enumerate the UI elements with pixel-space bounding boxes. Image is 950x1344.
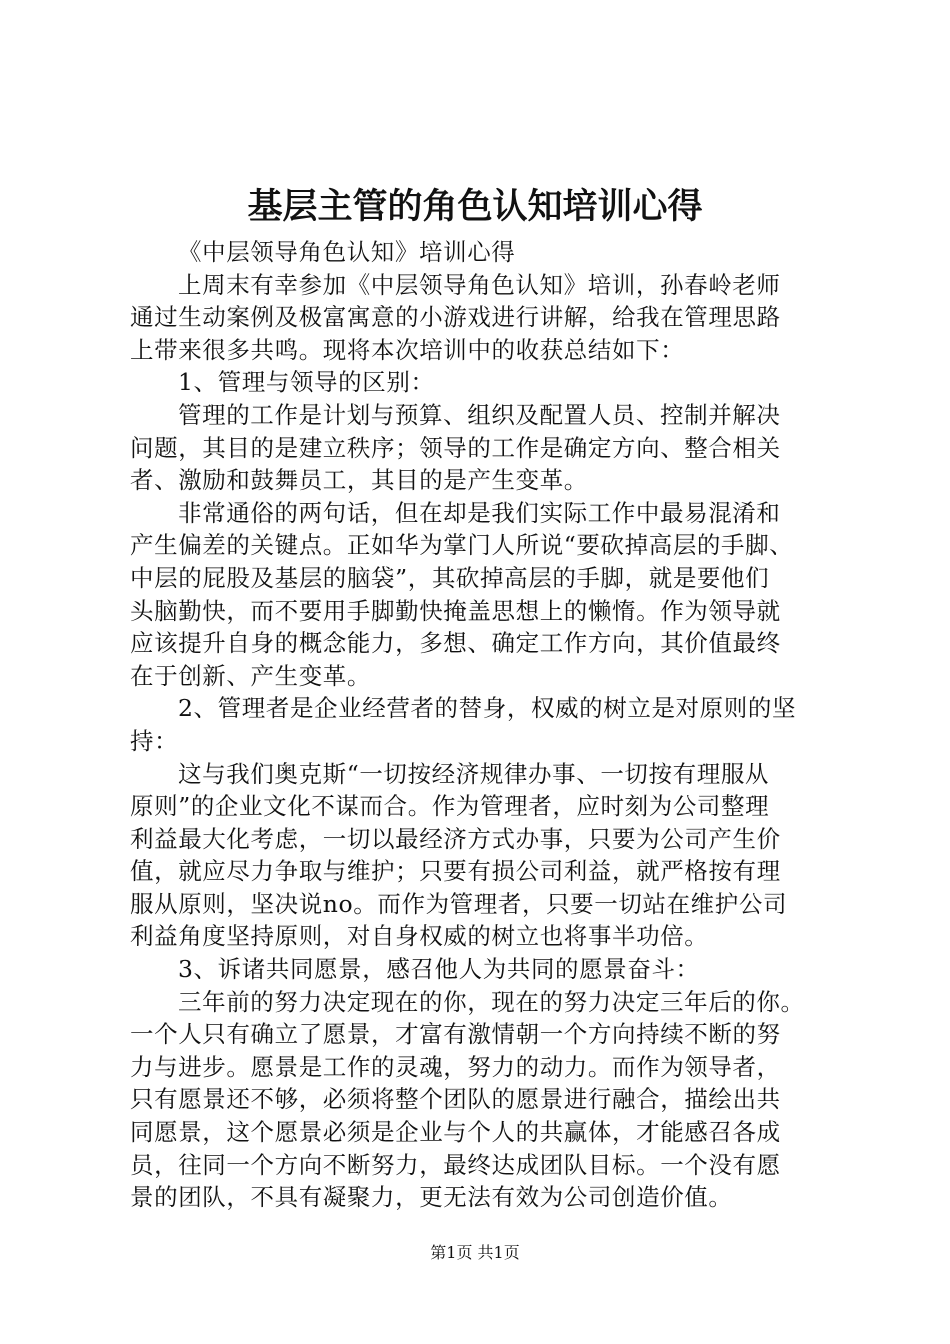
paragraph-line: 管理的工作是计划与预算、组织及配置人员、控制并解决 bbox=[178, 400, 781, 429]
paragraph-line: 上周末有幸参加《中层领导角色认知》培训，孙春岭老师 bbox=[178, 270, 781, 299]
paragraph-line: 三年前的努力决定现在的你，现在的努力决定三年后的你。 bbox=[178, 987, 805, 1016]
paragraph-line: 产生偏差的关键点。正如华为掌门人所说“要砍掉高层的手脚、 bbox=[130, 531, 794, 560]
paragraph-line: 应该提升自身的概念能力，多想、确定工作方向，其价值最终 bbox=[130, 629, 781, 658]
page-footer: 第1页 共1页 bbox=[430, 1243, 520, 1262]
paragraph-line: 一个人只有确立了愿景，才富有激情朝一个方向持续不断的努 bbox=[130, 1020, 781, 1049]
paragraph-line: 上带来很多共鸣。现将本次培训中的收获总结如下： bbox=[130, 335, 685, 364]
paragraph-line: 持： bbox=[130, 726, 179, 755]
paragraph-line: 力与进步。愿景是工作的灵魂，努力的动力。而作为领导者， bbox=[130, 1052, 781, 1081]
paragraph-line: 非常通俗的两句话，但在却是我们实际工作中最易混淆和 bbox=[178, 498, 781, 527]
paragraph-line: 1、管理与领导的区别： bbox=[178, 368, 435, 397]
paragraph-line: 只有愿景还不够，必须将整个团队的愿景进行融合，描绘出共 bbox=[130, 1085, 781, 1114]
paragraph-line: 2、管理者是企业经营者的替身，权威的树立是对原则的坚 bbox=[178, 694, 797, 723]
document-body bbox=[130, 236, 830, 1214]
paragraph-line: 这与我们奥克斯“一切按经济规律办事、一切按有理服从 bbox=[178, 759, 770, 788]
paragraph-line: 在于创新、产生变革。 bbox=[130, 661, 371, 690]
paragraph-line: 头脑勤快，而不要用手脚勤快掩盖思想上的懒惰。作为领导就 bbox=[130, 596, 781, 625]
paragraph-line: 值，就应尽力争取与维护；只要有损公司利益，就严格按有理 bbox=[130, 857, 781, 886]
paragraph-line: 通过生动案例及极富寓意的小游戏进行讲解，给我在管理思路 bbox=[130, 303, 781, 332]
paragraph-line: 问题，其目的是建立秩序；领导的工作是确定方向、整合相关 bbox=[130, 433, 781, 462]
paragraph-line: 《中层领导角色认知》培训心得 bbox=[178, 238, 516, 266]
paragraph-line: 员，往同一个方向不断努力，最终达成团队目标。一个没有愿 bbox=[130, 1150, 781, 1179]
paragraph-line: 利益最大化考虑，一切以最经济方式办事，只要为公司产生价 bbox=[130, 824, 781, 853]
paragraph-line: 服从原则，坚决说no。而作为管理者，只要一切站在维护公司 bbox=[130, 889, 788, 918]
paragraph-line: 中层的屁股及基层的脑袋”，其砍掉高层的手脚，就是要他们 bbox=[130, 563, 770, 592]
paragraph-line: 者、激励和鼓舞员工，其目的是产生变革。 bbox=[130, 466, 588, 495]
document-title: 基层主管的角色认知培训心得 bbox=[247, 186, 703, 227]
paragraph-line: 同愿景，这个愿景必须是企业与个人的共赢体，才能感召各成 bbox=[130, 1118, 781, 1147]
paragraph-line: 原则”的企业文化不谋而合。作为管理者，应时刻为公司整理 bbox=[130, 792, 770, 821]
paragraph-line: 利益角度坚持原则，对自身权威的树立也将事半功倍。 bbox=[130, 922, 709, 951]
paragraph-line: 3、诉诸共同愿景，感召他人为共同的愿景奋斗： bbox=[178, 955, 700, 984]
paragraph-line: 景的团队，不具有凝聚力，更无法有效为公司创造价值。 bbox=[130, 1183, 733, 1212]
